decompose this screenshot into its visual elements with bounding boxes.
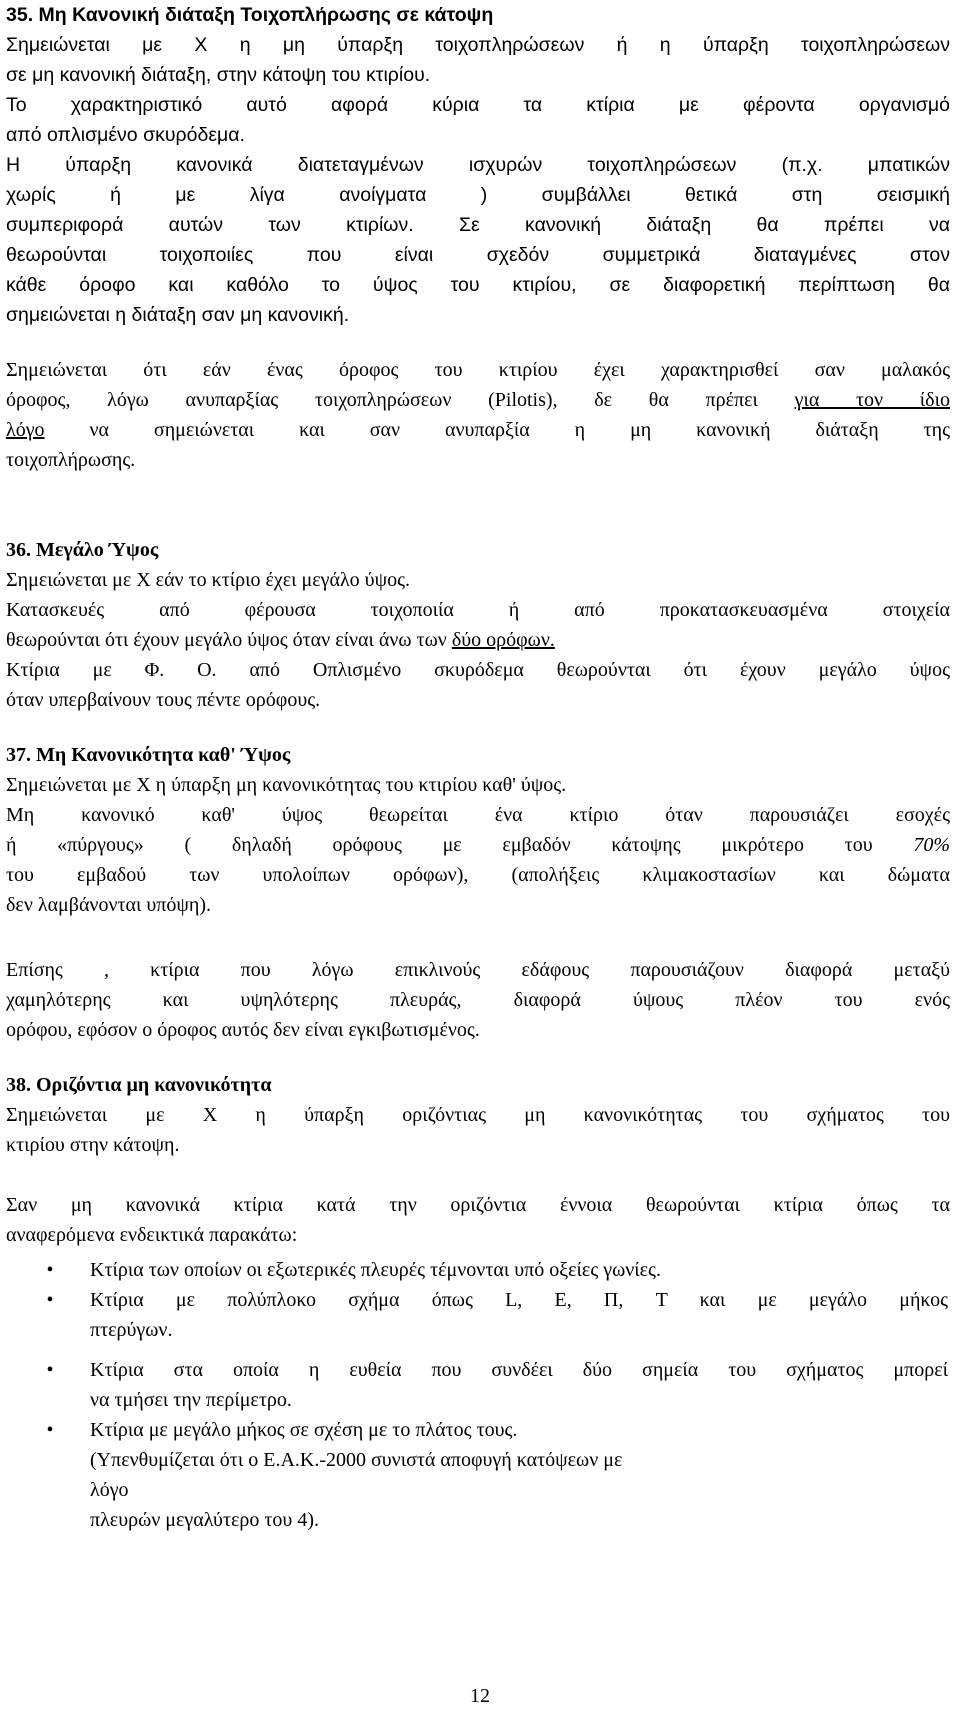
s37-percent-value: 70%	[913, 834, 950, 856]
s38-line-2: κτιρίου στην κάτοψη.	[6, 1134, 180, 1156]
section-38-heading	[6, 1070, 950, 1100]
bullet-marker: •	[46, 1359, 54, 1381]
s35-underlined-phrase-2: λόγο	[6, 419, 45, 441]
s36-line-3	[6, 625, 950, 655]
s35-p2-line-2	[6, 385, 950, 415]
s35-line-5: Η ύπαρξη κανονικά διατεταγμένων ισχυρών τοιχοπληρώσεων (π.χ. μπατικών	[6, 154, 950, 176]
s37-line-7: χαμηλότερης και υψηλότερης πλευράς, διαφορά ύψους πλέον του ενός	[6, 989, 950, 1011]
s35-p2-line-2-text: όροφος, λόγω ανυπαρξίας τοιχοπληρώσεων (Pilotis), δε θα πρέπει	[6, 389, 795, 411]
s37-line-4: του εμβαδού των υπολοίπων ορόφων), (απολήξεις κλιμακοστασίων και δώματα	[6, 864, 950, 886]
s38-heading-number: 38	[6, 1074, 26, 1096]
s35-line-8: θεωρούνται τοιχοποιίες που είναι σχεδόν συμμετρικά διαταγμένες στον	[6, 244, 950, 266]
s36-line-1: Σημειώνεται με Χ εάν το κτίριο έχει μεγάλο ύψος.	[6, 569, 411, 591]
s37-line-3	[6, 830, 950, 860]
s37-line-1: Σημειώνεται με Χ η ύπαρξη μη κανονικότητας του κτιρίου καθ' ύψος.	[6, 774, 567, 796]
s35-line-7: συμπεριφορά αυτών των κτιρίων. Σε κανονική διάταξη θα πρέπει να	[6, 214, 950, 236]
s35-line-2: σε μη κανονική διάταξη, στην κάτοψη του κτιρίου.	[6, 64, 431, 86]
s36-underlined-phrase: δύο ορόφων.	[451, 629, 555, 651]
s35-p2-line-3-text: να σημειώνεται και σαν ανυπαρξία η μη κανονική διάταξη της	[44, 419, 950, 441]
s37-line-2: Μη κανονικό καθ' ύψος θεωρείται ένα κτίριο όταν παρουσιάζει εσοχές	[6, 804, 950, 826]
s35-p2-line-4: τοιχοπλήρωσης.	[6, 449, 136, 471]
bullet-marker: •	[46, 1419, 54, 1441]
s38-heading-text: . Οριζόντια μη κανονικότητα	[26, 1074, 272, 1096]
s36-line-3-text: θεωρούνται ότι έχουν μεγάλο ύψος όταν είναι άνω των	[6, 629, 452, 651]
bullet-4-text-4: πλευρών μεγαλύτερο του 4).	[90, 1509, 319, 1531]
bullet-4-text-2: (Υπενθυμίζεται ότι ο Ε.Α.Κ.-2000 συνιστά αποφυγή κατόψεων με	[90, 1449, 623, 1471]
bullet-2-text-1: Κτίρια με πολύπλοκο σχήμα όπως L, E, Π, T και με μεγάλο μήκος	[90, 1289, 948, 1311]
s37-line-8: ορόφου, εφόσον ο όροφος αυτός δεν είναι εγκιβωτισμένος.	[6, 1019, 480, 1041]
s35-p2-line-1: Σημειώνεται ότι εάν ένας όροφος του κτιρίου έχει χαρακτηρισθεί σαν μαλακός	[6, 359, 950, 381]
s37-line-5: δεν λαμβάνονται υπόψη).	[6, 894, 212, 916]
s35-line-4: από οπλισμένο σκυρόδεμα.	[6, 124, 245, 146]
s38-line-4: αναφερόμενα ενδεικτικά παρακάτω:	[6, 1224, 298, 1246]
s35-underlined-phrase-1: για τον ίδιο	[794, 389, 950, 411]
bullet-marker: •	[46, 1259, 54, 1281]
s35-line-9: κάθε όροφο και καθόλο το ύψος του κτιρίου, σε διαφορετική περίπτωση θα	[6, 274, 950, 296]
s38-line-1: Σημειώνεται με Χ η ύπαρξη οριζόντιας μη κανονικότητας του σχήματος του	[6, 1104, 950, 1126]
bullet-2-text-2: πτερύγων.	[90, 1319, 173, 1341]
section-36-heading: 36. Μεγάλο Ύψος	[6, 539, 159, 561]
bullet-3-text-1: Κτίρια στα οποία η ευθεία που συνδέει δύο σημεία του σχήματος μπορεί	[90, 1359, 948, 1381]
s36-line-2: Κατασκευές από φέρουσα τοιχοποιία ή από προκατασκευασμένα στοιχεία	[6, 599, 950, 621]
bullet-1-text: Κτίρια των οποίων οι εξωτερικές πλευρές τέμνονται υπό οξείες γωνίες.	[90, 1259, 661, 1281]
section-35-heading: 35. Μη Κανονική διάταξη Τοιχοπλήρωσης σε κάτοψη	[6, 4, 494, 26]
s36-line-4: Κτίρια με Φ. Ο. από Οπλισμένο σκυρόδεμα θεωρούνται ότι έχουν μεγάλο ύψος	[6, 659, 950, 681]
s37-line-6: Επίσης , κτίρια που λόγω επικλινούς εδάφους παρουσιάζουν διαφορά μεταξύ	[6, 959, 950, 981]
s37-line-3-text: ή «πύργους» ( δηλαδή ορόφους με εμβαδόν κάτοψης μικρότερο του	[6, 834, 914, 856]
page-number: 12	[470, 1685, 490, 1707]
s35-p2-line-3	[6, 415, 950, 445]
s38-line-3: Σαν μη κανονικά κτίρια κατά την οριζόντια έννοια θεωρούνται κτίρια όπως τα	[6, 1194, 950, 1216]
s35-line-3: Το χαρακτηριστικό αυτό αφορά κύρια τα κτίρια με φέροντα οργανισμό	[6, 94, 950, 116]
s35-line-10: σημειώνεται η διάταξη σαν μη κανονική.	[6, 304, 350, 326]
s35-line-6: χωρίς ή με λίγα ανοίγματα ) συμβάλλει θετικά στη σεισμική	[6, 184, 950, 206]
s36-line-5: όταν υπερβαίνουν τους πέντε ορόφους.	[6, 689, 321, 711]
s35-line-1: Σημειώνεται με Χ η μη ύπαρξη τοιχοπληρώσεων ή η ύπαρξη τοιχοπληρώσεων	[6, 34, 950, 56]
bullet-4-text-3: λόγο	[90, 1479, 129, 1501]
bullet-marker: •	[46, 1289, 54, 1311]
bullet-3-text-2: να τμήσει την περίμετρο.	[90, 1389, 292, 1411]
section-37-heading: 37. Μη Κανονικότητα καθ' Ύψος	[6, 744, 291, 766]
bullet-4-text-1: Κτίρια με μεγάλο μήκος σε σχέση με το πλάτος τους.	[90, 1419, 518, 1441]
